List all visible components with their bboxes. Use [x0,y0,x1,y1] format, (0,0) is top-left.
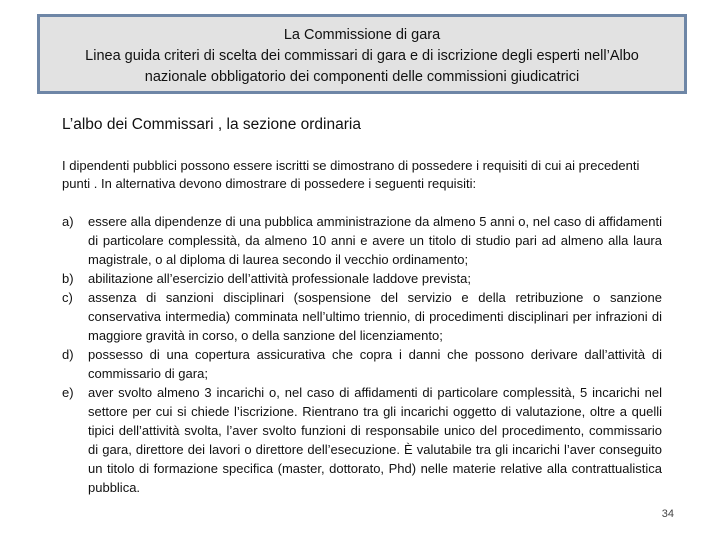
list-item-text: possesso di una copertura assicurativa che copra i danni che possono derivare dall’attività di commissario di gara; [88,347,662,381]
list-item [62,345,662,383]
section-heading: L’albo dei Commissari , la sezione ordinaria [62,116,361,133]
list-item-letter: b) [62,271,74,286]
list-item-letter: c) [62,290,73,305]
slide-subtitle-line-1: Linea guida criteri di scelta dei commissari di gara e di iscrizione degli esperti nell’Albo [85,48,639,64]
slide-title-box [37,14,687,94]
list-item [62,269,662,288]
intro-paragraph: I dipendenti pubblici possono essere iscritti se dimostrano di possedere i requisiti di cui ai precedenti punti . In alternativa devono dimostrare di possedere i seguenti requisiti: [62,158,640,191]
list-item-text: assenza di sanzioni disciplinari (sospensione del servizio e della retribuzione o sanzione conservativa intermedia) comminata nell’ultimo triennio, di procedimenti disciplinari per infrazioni di maggiore gravità in corso, o della sanzione del licenziamento; [88,290,662,343]
list-item-text: abilitazione all’esercizio dell’attività professionale laddove prevista; [88,271,471,286]
list-item-letter: d) [62,347,74,362]
list-item [62,383,662,497]
list-item-text: essere alla dipendenze di una pubblica amministrazione da almeno 5 anni o, nel caso di affidamenti di particolare complessità, da almeno 10 anni e avere un titolo di studio pari ad almeno alla laura magistrale, o al diploma di laurea secondo il vecchio ordinamento; [88,214,662,267]
slide-title: La Commissione di gara [283,27,441,43]
slide-subtitle-line-2: nazionale obbligatorio dei componenti delle commissioni giudicatrici [144,69,580,85]
list-item-letter: e) [62,385,74,400]
requirements-list [62,212,662,497]
page-number: 34 [661,508,674,520]
list-item [62,212,662,269]
list-item-text: aver svolto almeno 3 incarichi o, nel caso di affidamenti di particolare complessità, 5 incarichi nel settore per cui si chiede l’iscrizione. Rientrano tra gli incarichi oggetto di valutazione, oltre a quelli tipici dell’attività svolta, l’aver svolto funzioni di responsabile unico del procedimento, commissario di gara, direttore dei lavori o direttore dell’esecuzione. È valutabile tra gli incarichi l’aver conseguito un titolo di formazione specifica (master, dottorato, Phd) nelle materie relative alla contrattualistica pubblica. [88,385,662,495]
list-item [62,288,662,345]
list-item-letter: a) [62,214,74,229]
